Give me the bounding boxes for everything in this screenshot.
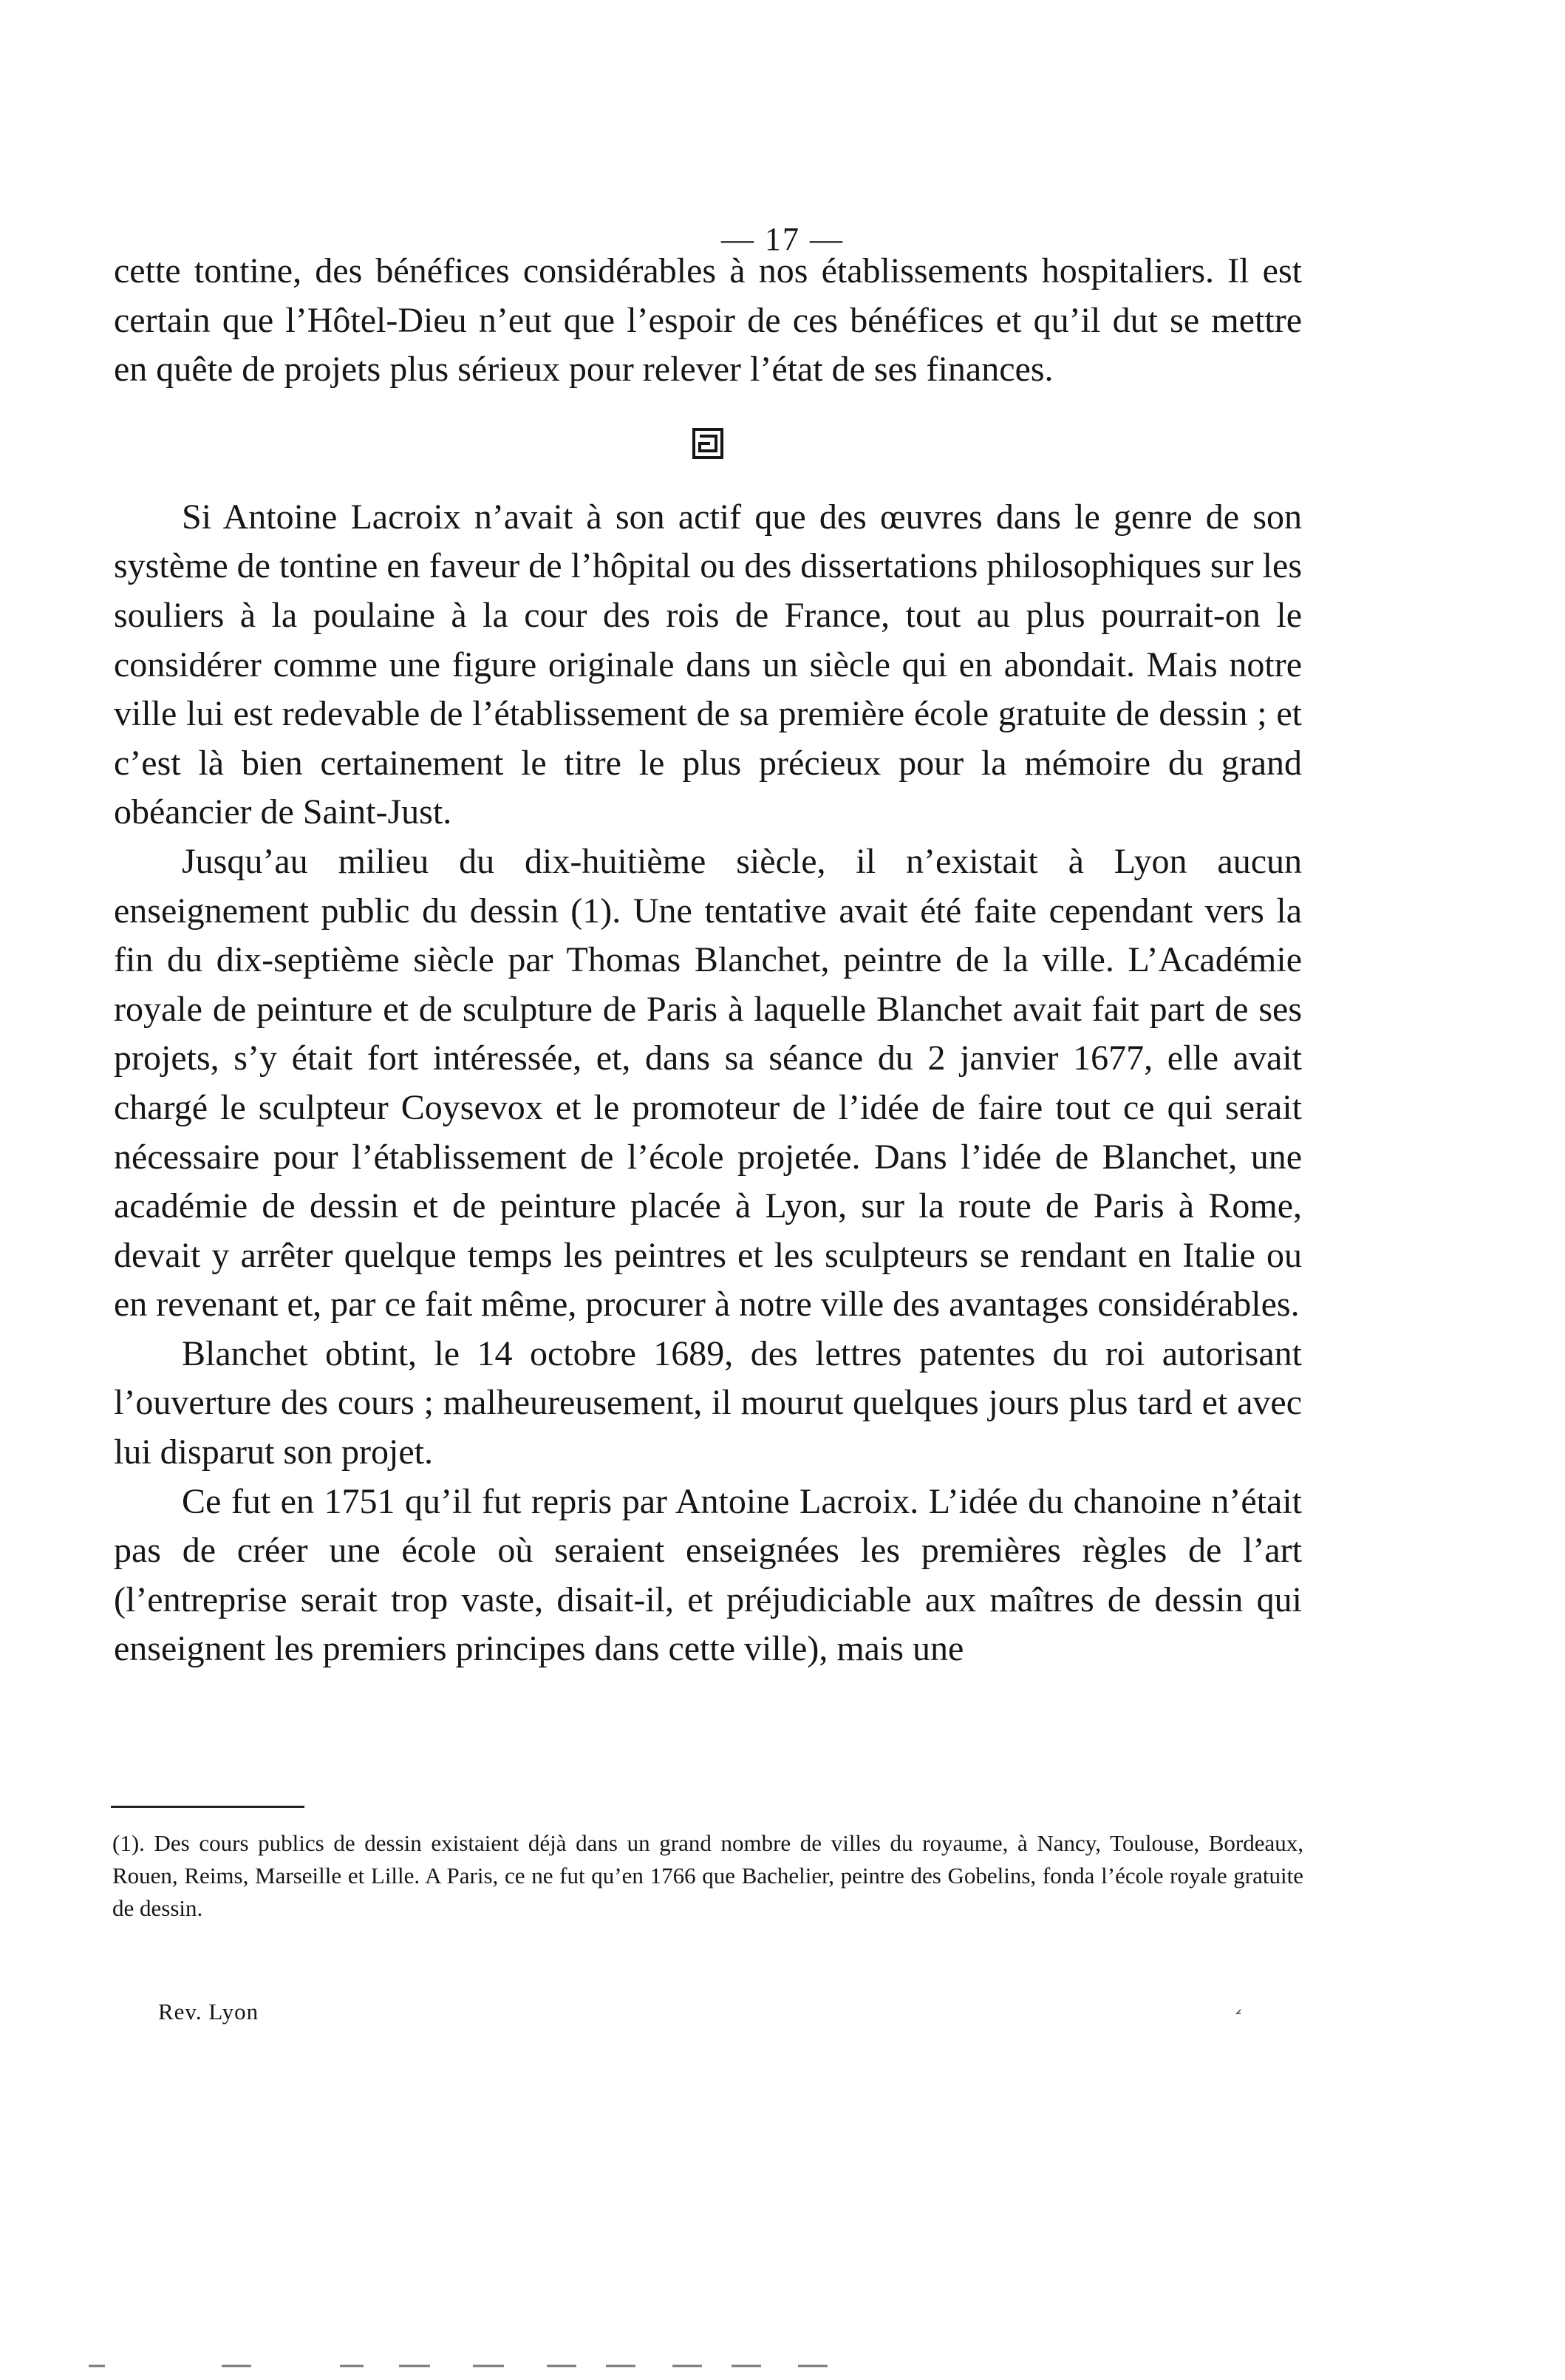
paragraph: Blanchet obtint, le 14 octobre 1689, des lettres patentes du roi autorisant l’ouverture des cours ; malheureusement, il mourut quelques jours plus tard et avec lui disparut son projet. <box>114 1333 1302 1472</box>
journal-signature: Rev. Lyon <box>158 1999 259 2024</box>
main-text <box>114 247 1302 1674</box>
paragraph: Jusqu’au milieu du dix-huitième siècle, il n’existait à Lyon aucun enseignement public du dessin (1). Une tentative avait été faite cependant vers la fin du dix-septième siècle par Thomas Blanchet, peintre de la ville. L’Académie royale de peinture et de sculpture de Paris à laquelle Blanchet avait fait part de ses projets, s’y était fort intéressée, et, dans sa séance du 2 janvier 1677, elle avait chargé le sculpteur Coysevox et le promoteur de l’idée de faire tout ce qui serait nécessaire pour l’établissement de l’école projetée. Dans l’idée de Blanchet, une académie de dessin et de peinture placée à Lyon, sur la route de Paris à Rome, devait y arrêter quelque temps les peintres et les sculpteurs se rendant en Italie ou en revenant et, par ce fait même, procurer à notre ville des avantages considérables. <box>114 841 1302 1325</box>
page-number: — 17 — <box>721 221 844 257</box>
paragraph: Ce fut en 1751 qu’il fut repris par Antoine Lacroix. L’idée du chanoine n’était pas de créer une école où seraient enseignées les premières règles de l’art (l’entreprise serait trop vaste, disait-il, et préjudiciable aux maîtres de dessin qui enseignent les premiers principes dans cette ville), mais une <box>114 1481 1302 1669</box>
footnote-divider <box>111 1806 304 1808</box>
paragraph: Si Antoine Lacroix n’avait à son actif que des œuvres dans le genre de son système de tontine en faveur de l’hôpital ou des dissertations philosophiques sur les souliers à la poulaine à la cour des rois de France, tout au plus pourrait-on le considérer comme une figure originale dans un siècle qui en abondait. Mais notre ville lui est redevable de l’établissement de sa première école gratuite de dessin ; et c’est là bien certainement le titre le plus précieux pour la mémoire du grand obéancier de Saint-Just. <box>114 497 1302 832</box>
signature-mark-icon <box>1235 2009 1241 2015</box>
scan-artifact-dashes <box>89 2364 857 2368</box>
paragraph-continued: cette tontine, des bénéfices considérables à nos établissements hospitaliers. Il est certain que l’Hôtel-Dieu n’eut que l’espoir de ces bénéfices et qu’il dut se mettre en quête de projets plus sérieux pour relever l’état de ses finances. <box>114 251 1302 390</box>
footnote: (1). Des cours publics de dessin existaient déjà dans un grand nombre de villes du royaume, à Nancy, Toulouse, Bordeaux, Rouen, Reims, Marseille et Lille. A Paris, ce ne fut qu’en 1766 que Bachelier, peintre des Gobelins, fonda l’école royale gratuite de dessin. <box>112 1830 1303 1921</box>
section-ornament <box>114 395 1302 493</box>
section-ornament-icon <box>692 428 723 459</box>
